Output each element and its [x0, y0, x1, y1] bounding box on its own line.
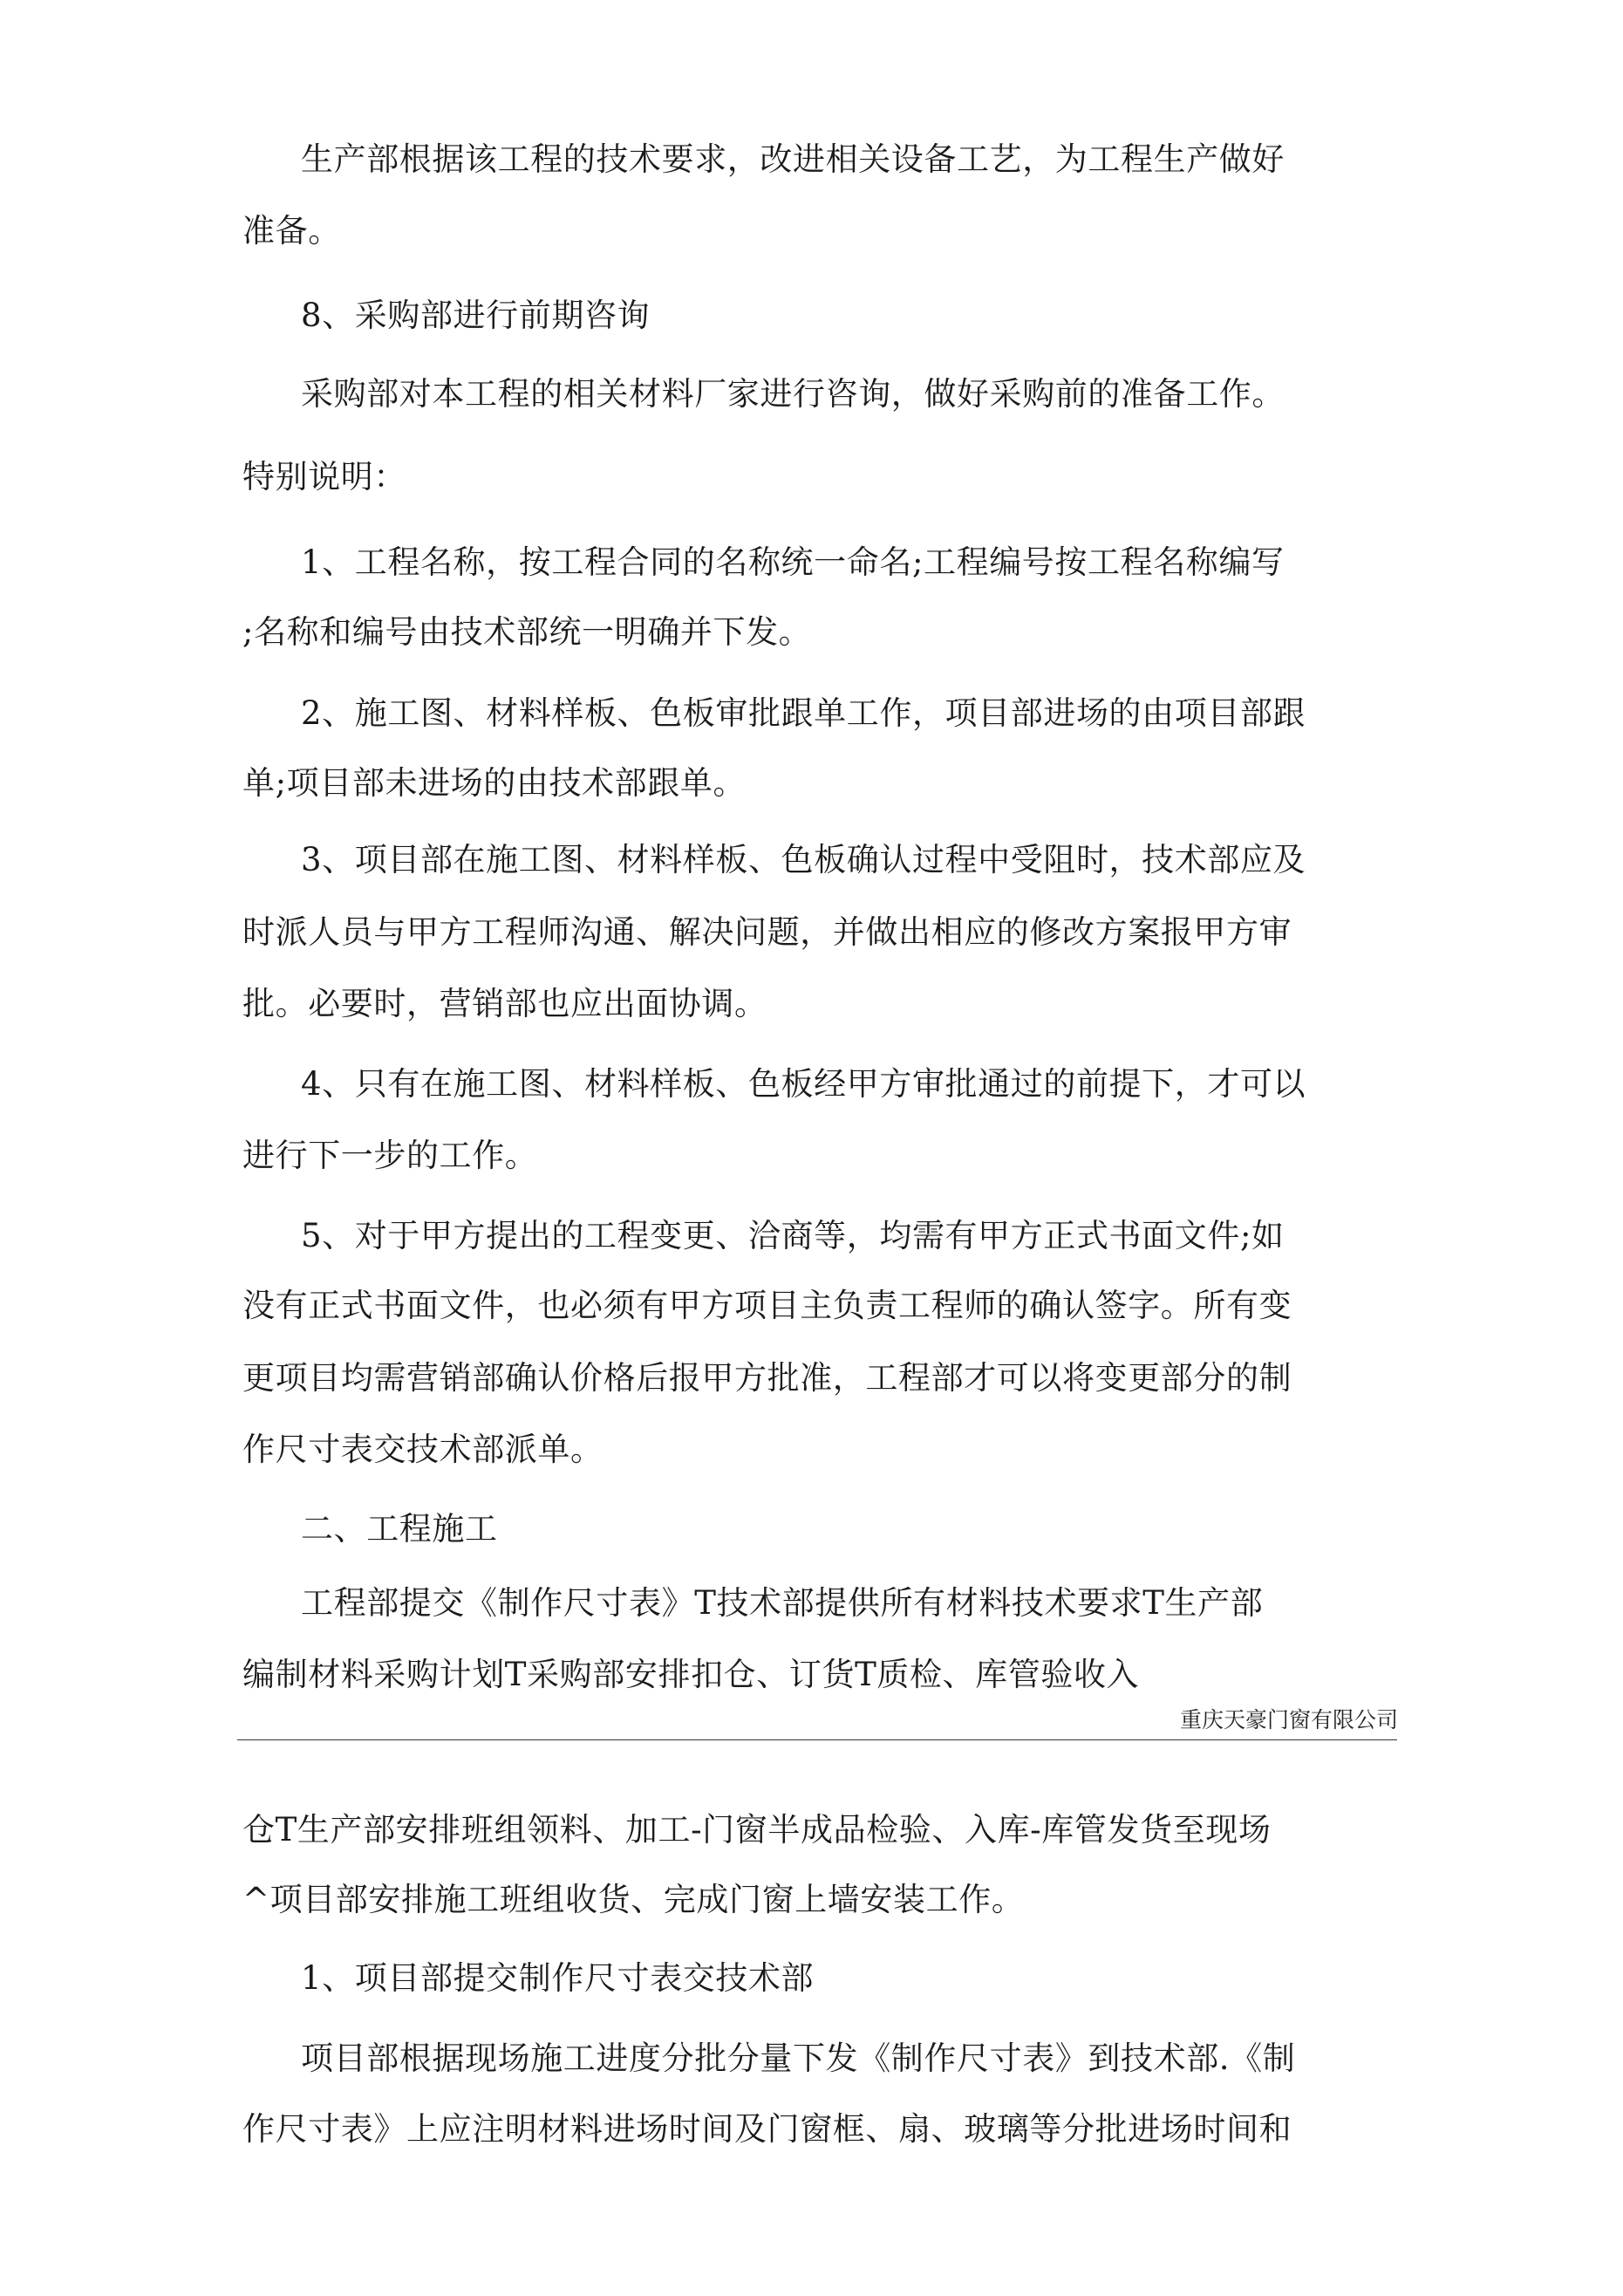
list-item-line: 5、对于甲方提出的工程变更、洽商等，均需有甲方正式书面文件;如	[301, 1217, 1285, 1254]
section-heading: 8、采购部进行前期咨询	[301, 297, 651, 334]
paragraph-line: ^项目部安排施工班组收货、完成门窗上墙安装工作。	[242, 1881, 1025, 1918]
list-item-line: 作尺寸表交技术部派单。	[242, 1431, 604, 1468]
list-item-line: 4、只有在施工图、材料样板、色板经甲方审批通过的前提下，才可以	[301, 1065, 1306, 1103]
list-item-line: 时派人员与甲方工程师沟通、解决问题，并做出相应的修改方案报甲方审	[242, 913, 1292, 951]
list-item-line: ;名称和编号由技术部统一明确并下发。	[242, 613, 812, 651]
list-item-line: 没有正式书面文件，也必须有甲方项目主负责工程师的确认签字。所有变	[242, 1287, 1292, 1324]
paragraph-line: 作尺寸表》上应注明材料进场时间及门窗框、扇、玻璃等分批进场时间和	[242, 2110, 1292, 2148]
list-item-line: 2、施工图、材料样板、色板审批跟单工作，项目部进场的由项目部跟	[301, 694, 1306, 732]
list-item-line: 批。必要时，营销部也应出面协调。	[242, 985, 767, 1022]
list-item-line: 进行下一步的工作。	[242, 1137, 538, 1174]
section-heading: 1、项目部提交制作尺寸表交技术部	[301, 1959, 815, 1997]
paragraph-line: 生产部根据该工程的技术要求，改进相关设备工艺，为工程生产做好	[301, 140, 1285, 178]
list-item-line: 3、项目部在施工图、材料样板、色板确认过程中受阻时，技术部应及	[301, 841, 1306, 878]
section-heading: 二、工程施工	[301, 1510, 498, 1548]
paragraph-line: 准备。	[242, 212, 341, 249]
list-item-line: 1、工程名称，按工程合同的名称统一命名;工程编号按工程名称编写	[301, 543, 1285, 581]
footer-divider	[237, 1739, 1397, 1740]
footer-company-name: 重庆天豪门窗有限公司	[1179, 1707, 1398, 1732]
paragraph-line: 仓T生产部安排班组领料、加工-门窗半成品检验、入库-库管发货至现场	[242, 1811, 1272, 1848]
paragraph-line: 采购部对本工程的相关材料厂家进行咨询，做好采购前的准备工作。	[301, 375, 1285, 413]
section-heading: 特别说明：	[242, 458, 406, 495]
paragraph-line: 项目部根据现场施工进度分批分量下发《制作尺寸表》到技术部.《制	[301, 2040, 1296, 2077]
list-item-line: 单;项目部未进场的由技术部跟单。	[242, 764, 747, 802]
paragraph-line: 工程部提交《制作尺寸表》T技术部提供所有材料技术要求T生产部	[301, 1584, 1264, 1622]
list-item-line: 更项目均需营销部确认价格后报甲方批准，工程部才可以将变更部分的制	[242, 1359, 1292, 1397]
paragraph-line: 编制材料采购计划T采购部安排扣仓、订货T质检、库管验收入	[242, 1656, 1140, 1693]
